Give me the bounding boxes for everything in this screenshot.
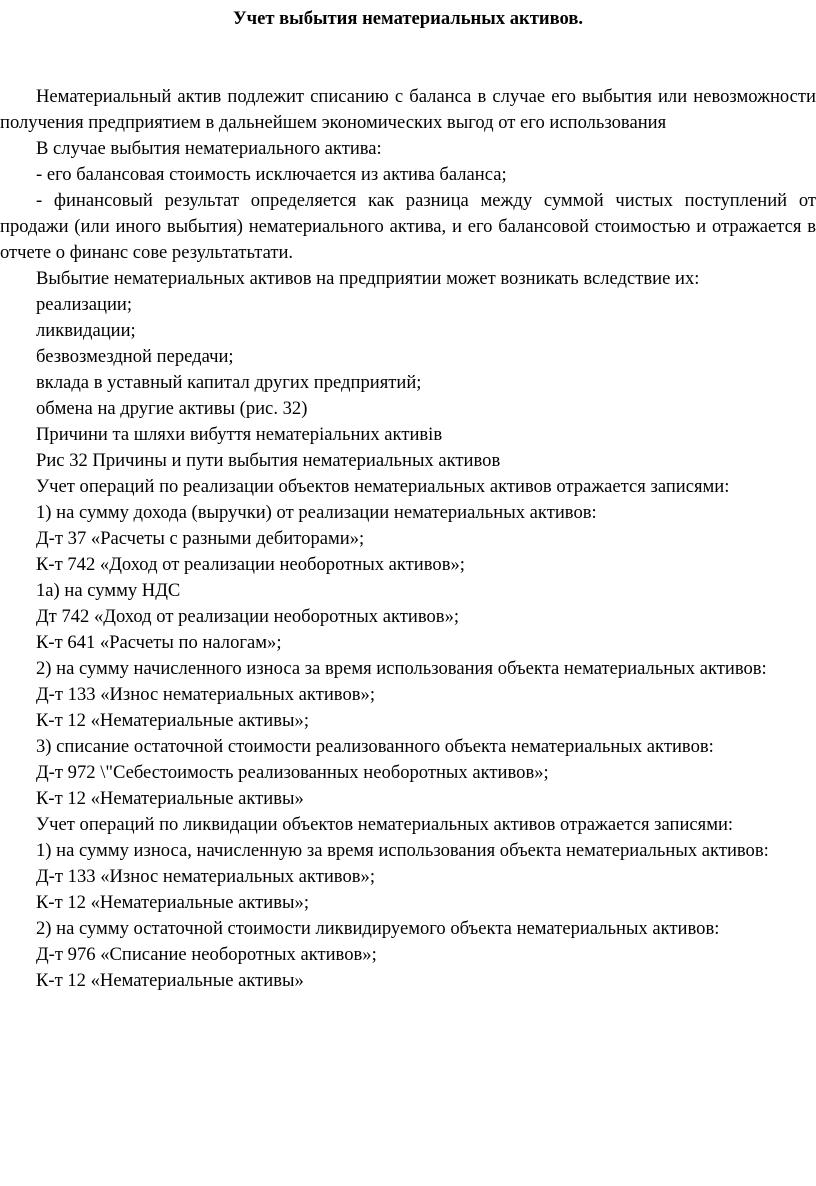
sale-step-2-credit: К-т 12 «Нематериальные активы»; bbox=[36, 710, 309, 731]
liquidation-step-2-credit: К-т 12 «Нематериальные активы» bbox=[36, 970, 304, 991]
reason-item: ликвидации; bbox=[36, 320, 136, 341]
sale-step-3-credit: К-т 12 «Нематериальные активы» bbox=[36, 788, 304, 809]
figure-caption-ua: Причини та шляхи вибуття нематеріальних активів bbox=[36, 424, 443, 445]
intro-paragraph-3: - его балансовая стоимость исключается из актива баланса; bbox=[36, 164, 507, 185]
liquidation-step-1-credit: К-т 12 «Нематериальные активы»; bbox=[36, 892, 309, 913]
sale-step-2: 2) на сумму начисленного износа за время использования объекта нематериальных активов: bbox=[36, 658, 767, 679]
sale-step-1a-debit: Дт 742 «Доход от реализации необоротных активов»; bbox=[36, 606, 460, 627]
liquidation-step-2-debit: Д-т 976 «Списание необоротных активов»; bbox=[36, 944, 377, 965]
reason-item: обмена на другие активы (рис. 32) bbox=[36, 398, 308, 419]
liquidation-step-2: 2) на сумму остаточной стоимости ликвидируемого объекта нематериальных активов: bbox=[36, 918, 720, 939]
intro-paragraph-2: В случае выбытия нематериального актива: bbox=[36, 138, 382, 159]
sale-step-1a: 1а) на сумму НДС bbox=[36, 580, 181, 601]
sale-step-3: 3) списание остаточной стоимости реализованного объекта нематериальных активов: bbox=[36, 736, 714, 757]
reason-item: безвозмездной передачи; bbox=[36, 346, 234, 367]
intro-paragraph-4: - финансовый результат определяется как разница между суммой чистых поступлений от продажи (или иного выбытия) нематериального актива, и его балансовой стоимостью и отражается в отчете о финанс сове результатьтати. bbox=[0, 190, 816, 263]
sale-intro: Учет операций по реализации объектов нематериальных активов отражается записями: bbox=[36, 476, 730, 497]
figure-caption-ru: Рис 32 Причины и пути выбытия нематериальных активов bbox=[36, 450, 501, 471]
intro-paragraph-1: Нематериальный актив подлежит списанию с баланса в случае его выбытия или невозможности получения предприятием в дальнейшем экономических выгод от его использования bbox=[0, 86, 816, 133]
sale-step-2-debit: Д-т 133 «Износ нематериальных активов»; bbox=[36, 684, 375, 705]
sale-step-1: 1) на сумму дохода (выручки) от реализации нематериальных активов: bbox=[36, 502, 597, 523]
liquidation-step-1-debit: Д-т 133 «Износ нематериальных активов»; bbox=[36, 866, 375, 887]
liquidation-step-1: 1) на сумму износа, начисленную за время использования объекта нематериальных активов: bbox=[36, 840, 769, 861]
liquidation-intro: Учет операций по ликвидации объектов нематериальных активов отражается записями: bbox=[36, 814, 734, 835]
sale-step-1a-credit: К-т 641 «Расчеты по налогам»; bbox=[36, 632, 282, 653]
reason-item: реализации; bbox=[36, 294, 133, 315]
sale-step-3-debit: Д-т 972 \"Себестоимость реализованных необоротных активов»; bbox=[36, 762, 549, 783]
intro-paragraph-5: Выбытие нематериальных активов на предприятии может возникать вследствие их: bbox=[36, 268, 700, 289]
sale-step-1-debit: Д-т 37 «Расчеты с разными дебиторами»; bbox=[36, 528, 365, 549]
document-title: Учет выбытия нематериальных активов. bbox=[232, 8, 584, 29]
sale-step-1-credit: К-т 742 «Доход от реализации необоротных активов»; bbox=[36, 554, 465, 575]
reason-item: вклада в уставный капитал других предприятий; bbox=[36, 372, 422, 393]
